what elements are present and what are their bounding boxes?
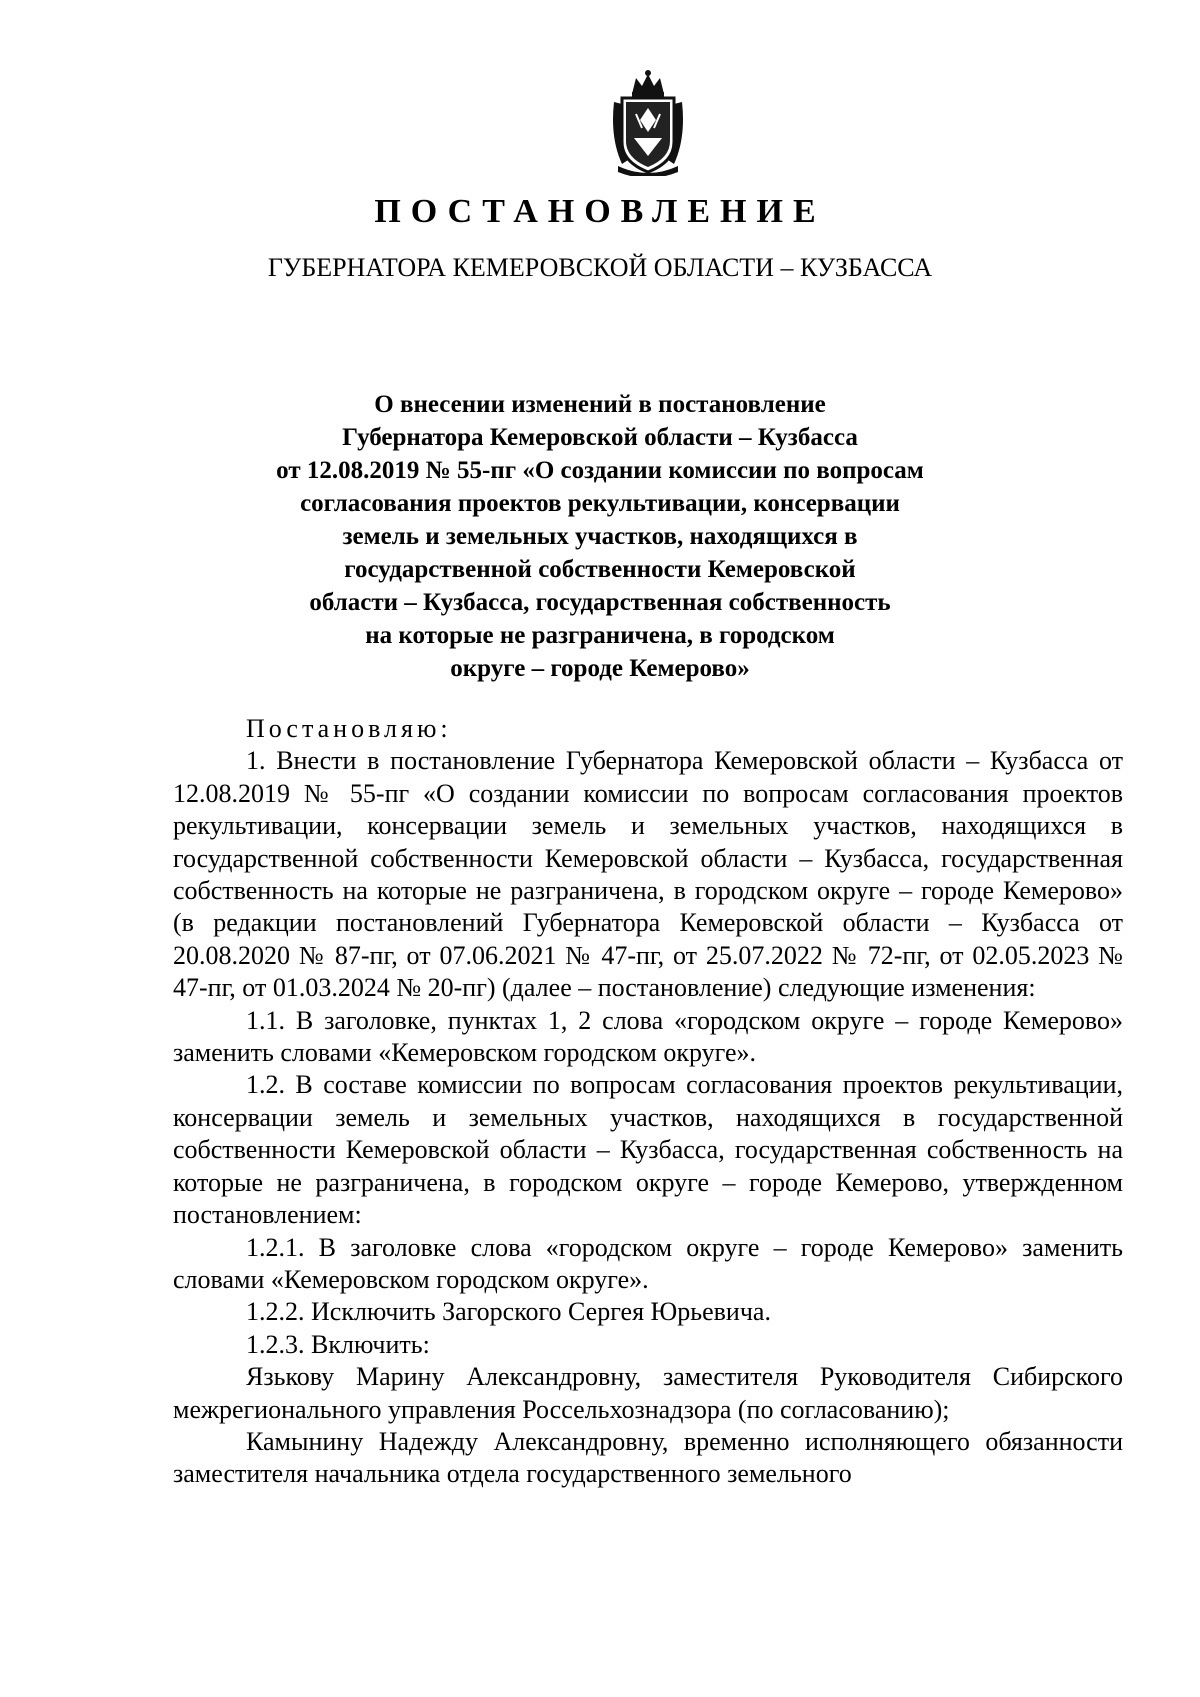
document-body <box>173 713 1123 1491</box>
subject-line: от 12.08.2019 № 55-пг «О создании комиссии по вопросам <box>276 457 924 484</box>
subject-line: округе – городе Кемерово» <box>450 655 750 682</box>
paragraph-1: 1. Внести в постановление Губернатора Кемеровской области – Кузбасса от 12.08.2019 № 55-пг «О создании комиссии по вопросам согласования проектов рекультивации, консервации земель и земельных участков, находящихся в государственной собственности Кемеровской области – Кузбасса, государственная собственность на которые не разграничена, в городском округе – городе Кемерово» (в редакции постановлений Губернатора Кемеровской области – Кузбасса от 20.08.2020 № 87-пг, от 07.06.2021 № 47-пг, от 25.07.2022 № 72-пг, от 02.05.2023 № 47-пг, от 01.03.2024 № 20-пг) (далее – постановление) следующие изменения: <box>173 746 1123 1003</box>
member-entry: Камынину Надежду Александровну, временно исполняющего обязанности заместителя начальника отдела государственного земельного <box>173 1426 1123 1489</box>
preamble: Постановляю: <box>246 714 452 743</box>
document-type-title: ПОСТАНОВЛЕНИЕ <box>374 193 826 230</box>
issuing-authority: ГУБЕРНАТОРА КЕМЕРОВСКОЙ ОБЛАСТИ – КУЗБАССА <box>267 253 933 282</box>
paragraph-1-1: 1.1. В заголовке, пунктах 1, 2 слова «городском округе – городе Кемерово» заменить словами «Кемеровском городском округе». <box>173 1005 1123 1068</box>
coat-of-arms-emblem <box>606 68 690 176</box>
paragraph-1-2-3: 1.2.3. Включить: <box>246 1329 430 1359</box>
subject-line: земель и земельных участков, находящихся в <box>342 523 858 550</box>
subject-line: Губернатора Кемеровской области – Кузбасса <box>342 424 858 451</box>
subject-line: области – Кузбасса, государственная собственность <box>309 589 891 616</box>
member-entry: Язькову Марину Александровну, заместителя Руководителя Сибирского межрегионального управления Россельхознадзора (по согласованию); <box>173 1362 1123 1424</box>
paragraph-1-2-2: 1.2.2. Исключить Загорского Сергея Юрьевича. <box>246 1297 771 1327</box>
subject-line: государственной собственности Кемеровской <box>344 556 856 583</box>
subject-line: на которые не разграничена, в городском <box>365 622 835 649</box>
paragraph-1-2-1: 1.2.1. В заголовке слова «городском округе – городе Кемерово» заменить словами «Кемеровском городском округе». <box>173 1232 1123 1294</box>
paragraph-1-2: 1.2. В составе комиссии по вопросам согласования проектов рекультивации, консервации земель и земельных участков, находящихся в государственной собственности Кемеровской области – Кузбасса, государственная собственность на которые не разграничена, в городском округе – городе Кемерово, утвержденном постановлением: <box>173 1070 1123 1230</box>
document-subject <box>200 388 1000 685</box>
subject-line: О внесении изменений в постановление <box>374 391 826 418</box>
subject-line: согласования проектов рекультивации, консервации <box>300 490 900 517</box>
